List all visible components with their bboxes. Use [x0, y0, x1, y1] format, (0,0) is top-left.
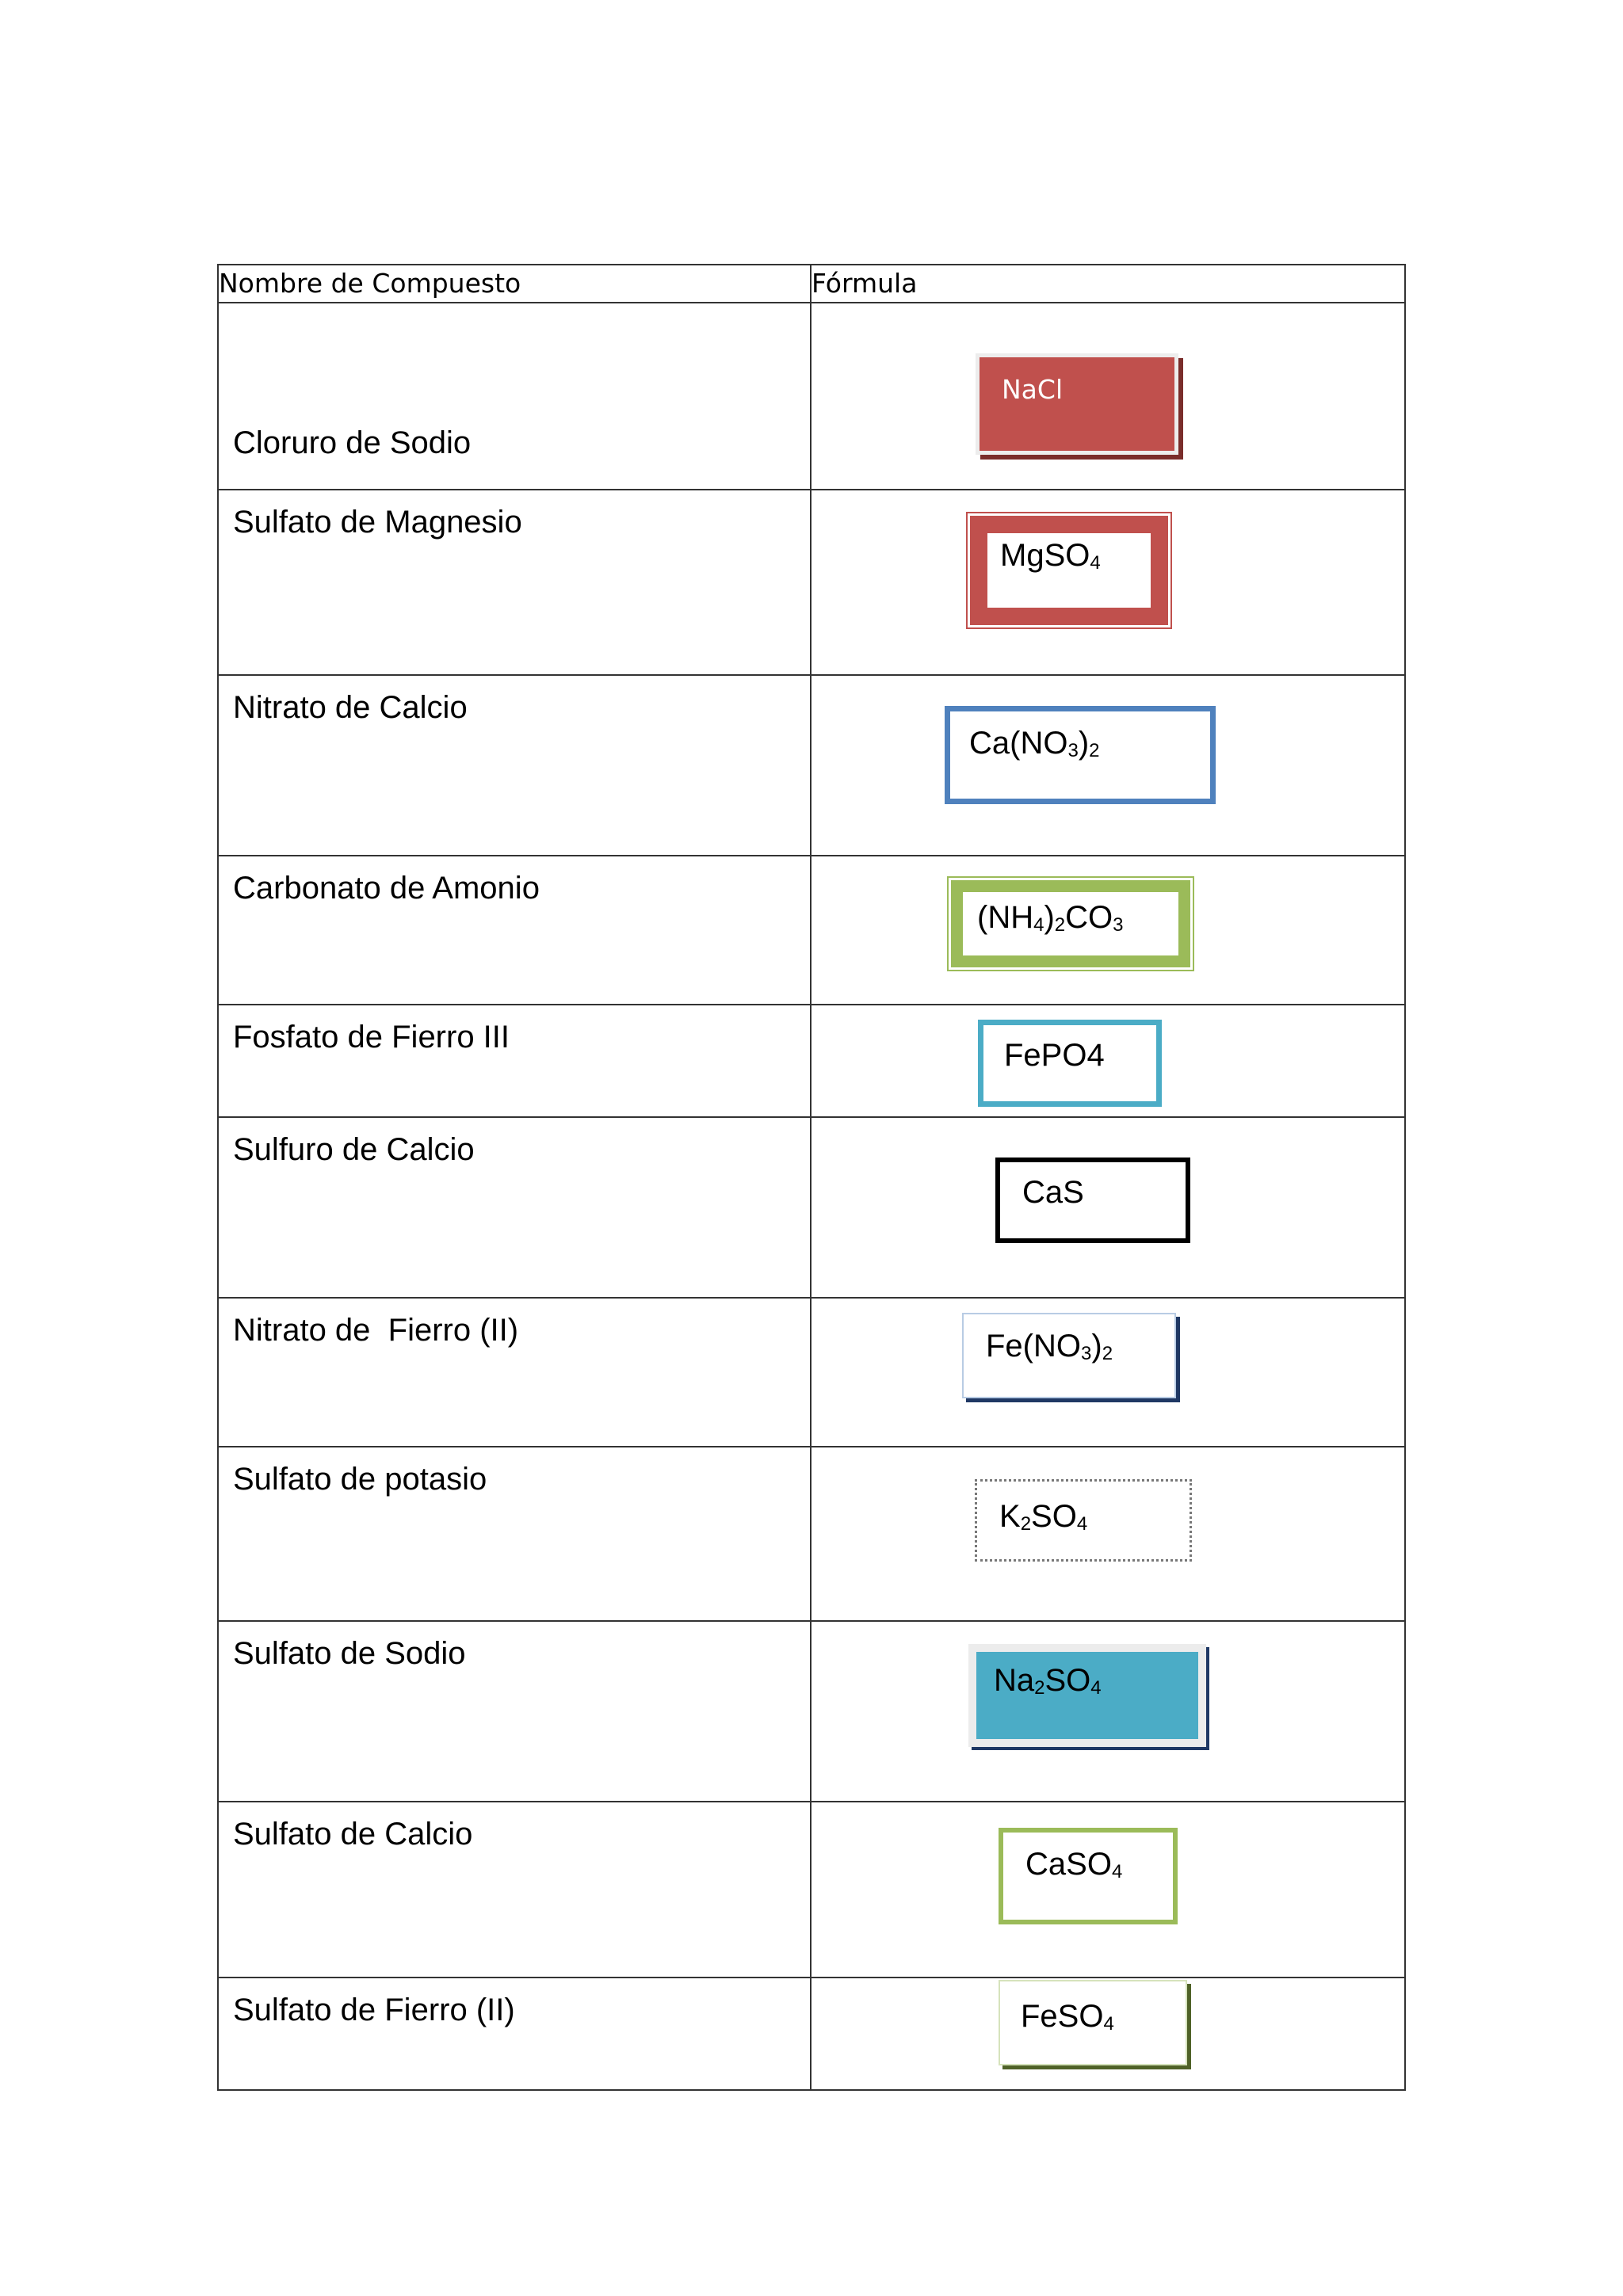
table-row — [218, 1621, 1405, 1802]
table-row — [218, 490, 1405, 675]
header-formula: Fórmula — [811, 265, 1405, 303]
compound-name: Nitrato de Fierro (II) — [233, 1313, 519, 1348]
table-row — [218, 303, 1405, 490]
compound-name: Sulfato de Magnesio — [233, 505, 522, 540]
formula-text: FeSO$_4$ — [1021, 1999, 1114, 2035]
formula-box — [995, 1158, 1190, 1243]
formula-cell — [811, 1005, 1405, 1117]
compound-table — [217, 264, 1406, 2091]
formula-box — [976, 353, 1178, 455]
formula-cell — [811, 1978, 1405, 2090]
formula-text: $Ca(NO_3)_2$ — [969, 726, 1100, 761]
table-row — [218, 675, 1405, 856]
formula-box — [945, 706, 1216, 804]
compound-name-cell — [218, 1621, 811, 1802]
table-header-row — [218, 265, 1405, 303]
formula-text: FePO4 — [1004, 1038, 1105, 1073]
table-row — [218, 856, 1405, 1005]
formula-cell — [811, 303, 1405, 490]
formula-cell — [811, 856, 1405, 1005]
compound-name: Cloruro de Sodio — [233, 425, 472, 460]
formula-text: $(NH_4)_2CO_3$ — [977, 900, 1124, 936]
formula-cell — [811, 1802, 1405, 1978]
formula-box — [962, 1313, 1176, 1398]
formula-cell — [811, 1621, 1405, 1802]
formula-text: $Na_2SO_4$ — [994, 1663, 1102, 1699]
table-row — [218, 1447, 1405, 1621]
compound-name-cell — [218, 856, 811, 1005]
formula-box — [975, 1479, 1192, 1562]
compound-name: Sulfato de Calcio — [233, 1817, 473, 1852]
formula-text: $K_2SO_4$ — [999, 1499, 1088, 1535]
formula-box — [999, 1828, 1178, 1924]
table-row — [218, 1005, 1405, 1117]
compound-name-cell — [218, 1447, 811, 1621]
compound-name: Fosfato de Fierro III — [233, 1020, 510, 1055]
formula-cell — [811, 490, 1405, 675]
formula-cell — [811, 675, 1405, 856]
compound-name-cell — [218, 1117, 811, 1298]
table-row — [218, 1978, 1405, 2090]
formula-cell — [811, 1447, 1405, 1621]
formula-box — [999, 1980, 1187, 2065]
compound-name-cell — [218, 1802, 811, 1978]
compound-name-cell — [218, 675, 811, 856]
compound-name-cell — [218, 1298, 811, 1447]
formula-box — [951, 880, 1190, 967]
compound-name: Sulfato de potasio — [233, 1462, 487, 1497]
compound-name-cell — [218, 1005, 811, 1117]
formula-cell — [811, 1298, 1405, 1447]
compound-name: Sulfuro de Calcio — [233, 1132, 475, 1167]
formula-box — [978, 1020, 1162, 1107]
formula-cell — [811, 1117, 1405, 1298]
formula-text: MgSO$_4$ — [1000, 538, 1101, 574]
formula-text: $Fe(NO_3)_2$ — [986, 1329, 1113, 1364]
compound-name: Sulfato de Sodio — [233, 1636, 466, 1671]
compound-name-cell — [218, 303, 811, 490]
compound-name: Carbonato de Amonio — [233, 871, 540, 906]
table-row — [218, 1298, 1405, 1447]
formula-text: CaSO$_4$ — [1025, 1847, 1123, 1882]
compound-name-cell — [218, 490, 811, 675]
formula-box — [970, 516, 1168, 625]
table-row — [218, 1802, 1405, 1978]
compound-name: Sulfato de Fierro (II) — [233, 1993, 515, 2027]
formula-text: CaS — [1022, 1175, 1084, 1210]
compound-name-cell — [218, 1978, 811, 2090]
compound-name: Nitrato de Calcio — [233, 690, 468, 725]
formula-text: NaCl — [1002, 374, 1064, 405]
table-row — [218, 1117, 1405, 1298]
header-compound-name: Nombre de Compuesto — [218, 265, 811, 303]
formula-box — [968, 1644, 1206, 1747]
